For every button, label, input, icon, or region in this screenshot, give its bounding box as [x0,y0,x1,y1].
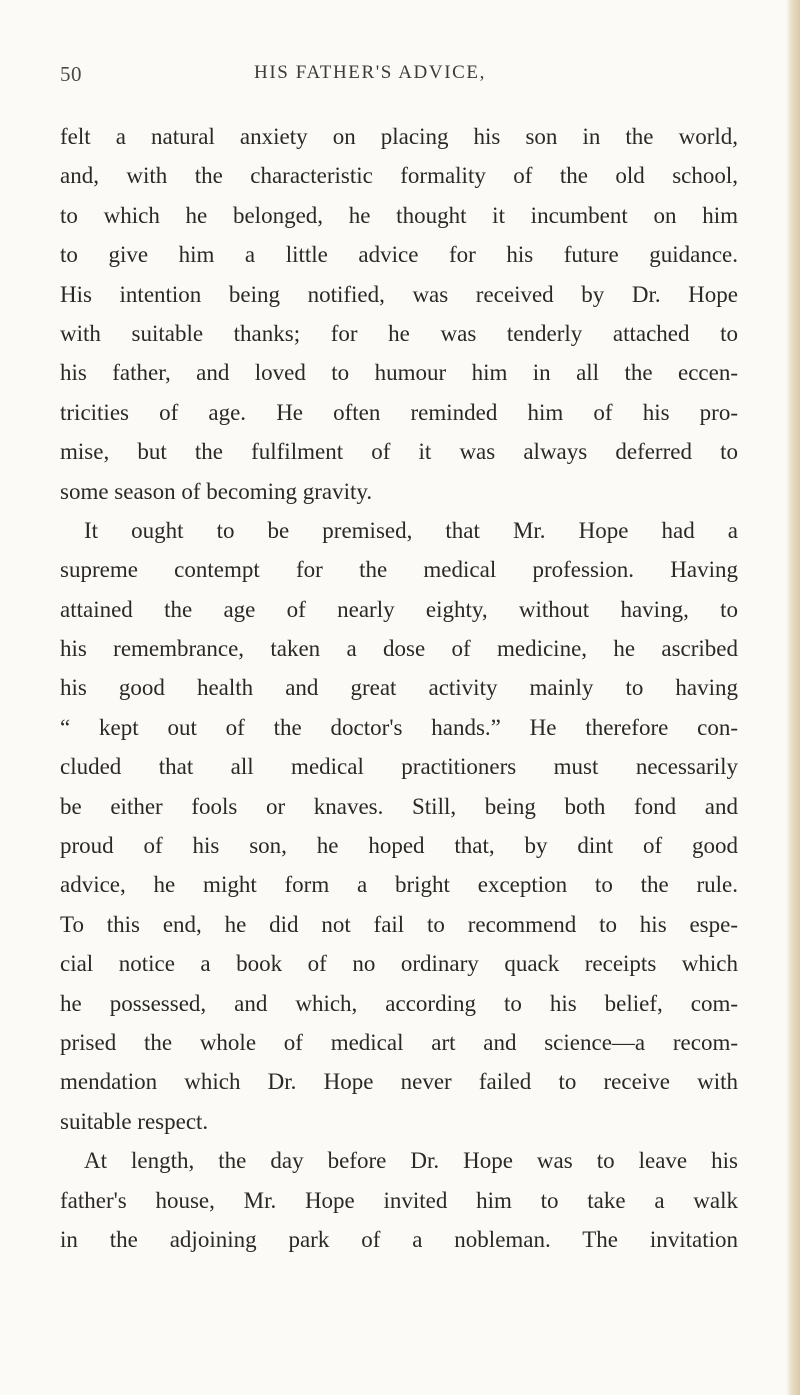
text-line: his father, and loved to humour him in all the eccen- [60,360,738,386]
text-line: cluded that all medical practitioners must necessarily [60,754,738,780]
text-line: mendation which Dr. Hope never failed to receive with [60,1069,738,1095]
text-line: in the adjoining park of a nobleman. The invitation [60,1226,738,1252]
text-line: be either fools or knaves. Still, being both fond and [60,793,738,819]
text-line: and, with the characteristic formality of the old school, [60,163,738,189]
text-line: he possessed, and which, according to his belief, com- [60,990,738,1016]
text-line: It ought to be premised, that Mr. Hope had a [84,517,738,543]
text-line: advice, he might form a bright exception to the rule. [60,872,738,898]
text-line: with suitable thanks; for he was tenderly attached to [60,320,738,346]
text-line: “ kept out of the doctor's hands.” He therefore con- [60,714,738,740]
text-line: to give him a little advice for his future guidance. [60,242,738,268]
text-line: cial notice a book of no ordinary quack receipts which [60,951,738,977]
body-text [60,117,738,1259]
text-line: to which he belonged, he thought it incumbent on him [60,202,738,228]
text-line: tricities of age. He often reminded him of his pro- [60,399,738,425]
text-line: some season of becoming gravity. [60,478,373,504]
text-line: father's house, Mr. Hope invited him to take a walk [60,1187,738,1213]
text-line: mise, but the fulfilment of it was always deferred to [60,439,738,465]
running-head [60,62,760,92]
text-line: suitable respect. [60,1108,209,1134]
text-line: To this end, he did not fail to recommend to his espe- [60,911,738,937]
text-line: felt a natural anxiety on placing his son in the world, [60,124,738,149]
text-line: proud of his son, he hoped that, by dint of good [60,833,738,859]
text-line: attained the age of nearly eighty, without having, to [60,596,738,622]
text-line: supreme contempt for the medical profession. Having [60,557,738,583]
text-line: At length, the day before Dr. Hope was to leave his [84,1148,738,1174]
text-line: prised the whole of medical art and science—a recom- [60,1029,738,1055]
text-line: his remembrance, taken a dose of medicine, he ascribed [60,636,738,662]
running-title: HIS FATHER'S ADVICE, [254,62,486,83]
page-edge-shadow [786,0,800,1395]
text-line: His intention being notified, was received by Dr. Hope [60,281,738,307]
page-number: 50 [60,62,82,86]
text-line: his good health and great activity mainly to having [60,675,738,701]
